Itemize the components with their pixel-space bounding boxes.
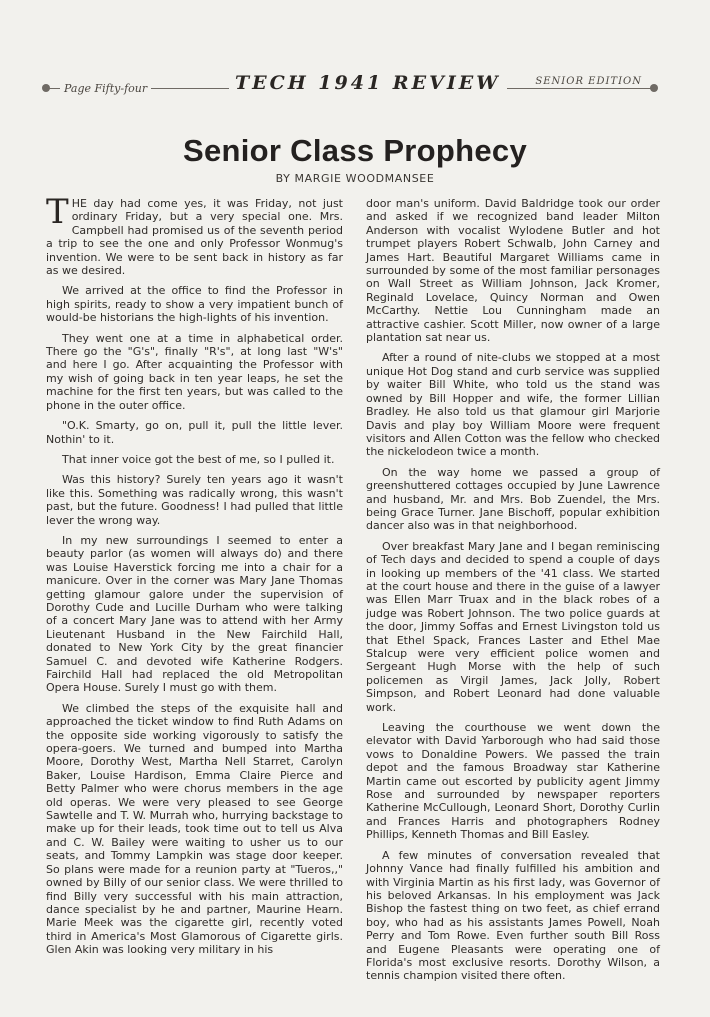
- paragraph: We climbed the steps of the exquisite hall and approached the ticket window to find Ruth Adams on the opposite side working vigorously to satisfy the opera-goers. We turned and bumped into Martha Moore, Dorothy West, Martha Nell Starret, Carolyn Baker, Louise Hardison, Emma Claire Pierce and Betty Palmer who were chorus members in the age old operas. We were very pleased to see George Sawtelle and T. W. Murrah who, hurrying backstage to make up for their leads, took time out to tell us Alva and C. W. Bailey were waiting to usher us to our seats, and Tommy Lampkin was stage door keeper. So plans were made for a reunion party at "Tueros,," owned by Billy of our senior class. We were thrilled to find Billy very successful with his main attraction, dance specialist by he and partner, Maurine Hearn. Marie Meek was the cigarette girl, recently voted third in America's Most Glamorous of Cigarette girls. Glen Akin was looking very military in his: [46, 701, 343, 957]
- paragraph: We arrived at the office to find the Professor in high spirits, ready to show a very impatient bunch of would-be historians the high-lights of his invention.: [46, 284, 343, 325]
- drop-cap: T: [46, 192, 69, 232]
- paragraph: On the way home we passed a group of greenshuttered cottages occupied by June Lawrence and husband, Mr. and Mrs. Bob Zuendel, the Mrs. being Grace Turner. Jane Bischoff, popular exhibition dancer also was in that neighborhood.: [366, 465, 660, 533]
- header-rule-end-dot: [42, 84, 50, 92]
- article-byline: BY MARGIE WOODMANSEE: [275, 172, 435, 185]
- paragraph: A few minutes of conversation revealed that Johnny Vance had finally fulfilled his ambition and with Virginia Martin as his first lady, was Governor of his beloved Arkansas. In his employment was Jack Bishop the fastest thing on two feet, as chief errand boy, who had as his assistants James Powell, Noah Perry and Tom Rowe. Even further south Bill Ross and Eugene Pleasants were operating one of Florida's most exclusive resorts. Dorothy Wilson, a tennis champion visited there often.: [366, 848, 660, 983]
- header-rule-end-dot: [650, 84, 658, 92]
- publication-title: TECH 1941 REVIEW: [229, 72, 507, 94]
- paragraph: That inner voice got the best of me, so I pulled it.: [62, 452, 335, 466]
- paragraph: Was this history? Surely ten years ago it wasn't like this. Something was radically wrong, this wasn't past, but the future. Goodness! I had pulled that little lever the wrong way.: [46, 473, 343, 527]
- right-column: [366, 197, 660, 990]
- paragraph: door man's uniform. David Baldridge took our order and asked if we recognized band leader Milton Anderson with vocalist Wylodene Butler and hot trumpet players Robert Schwalb, John Carney and James Hart. Beautiful Margaret Williams came in surrounded by some of the most familiar personages on Wall Street as William Johnson, Jack Kromer, Reginald Lovelace, Quincy Norman and Owen McCarthy. Nettie Lou Cunningham made an attractive cashier. Scott Miller, now owner of a large plantation sat near us.: [366, 197, 660, 345]
- paragraph: Leaving the courthouse we went down the elevator with David Yarborough who had said those vows to Donaldine Powers. We passed the train depot and the famous Broadway star Katherine Martin came out escorted by publicity agent Jimmy Rose and surrounded by newspaper reporters Katherine McCullough, Leonard Short, Dorothy Curlin and Frances Harris and photographers Rodney Phillips, Kenneth Thomas and Bill Easley.: [366, 721, 660, 842]
- paragraph: After a round of nite-clubs we stopped at a most unique Hot Dog stand and curb service was supplied by waiter Bill White, who told us the stand was owned by Bill Hopper and wife, the former Lillian Bradley. He also told us that glamour girl Marjorie Davis and play boy William Moore were frequent visitors and Allen Cotton was the fellow who checked the nickelodeon twice a month.: [366, 351, 660, 459]
- left-column: [46, 192, 343, 964]
- paragraph: They went one at a time in alphabetical order. There go the "G's", finally "R's", at long last "W's" and here I go. After acquainting the Professor with my wish of going back in ten year leaps, he set the machine for the first ten years, but was called to the phone in the outer office.: [46, 331, 343, 412]
- paragraph: In my new surroundings I seemed to enter a beauty parlor (as women will always do) and there was Louise Haverstick forcing me into a chair for a manicure. Over in the corner was Mary Jane Thomas getting glamour galore under the supervision of Dorothy Cude and Lucille Durham who were talking of a concert Mary Jane was to attend with her Army Lieutenant Husband in the New Fairchild Hall, donated to New York City by the great financier Samuel C. and devoted wife Katherine Rodgers. Fairchild Hall had replaced the old Metropolitan Opera House. Surely I must go with them.: [46, 533, 343, 695]
- edition-label: SENIOR EDITION: [531, 76, 646, 87]
- running-header: [44, 70, 656, 96]
- paragraph: Over breakfast Mary Jane and I began reminiscing of Tech days and decided to spend a couple of days in looking up members of the '41 class. We started at the court house and there in the guise of a lawyer was Ellen Marr Truax and in the black robes of a judge was Robert Johnson. The two police guards at the door, Jimmy Soffas and Ernest Livingston told us that Ethel Spack, Frances Laster and Ethel Mae Stalcup were very efficient police women and Sergeant Hugh Morse with the help of such policemen as Virgil James, Jack Jolly, Robert Simpson, and Robert Leonard had done valuable work.: [366, 539, 660, 714]
- article-title: Senior Class Prophecy: [183, 133, 527, 168]
- paragraph: THE day had come yes, it was Friday, not just ordinary Friday, but a very special one. Mrs. Campbell had promised us of the seventh period a trip to see the one and only Professor Wonmug's invention. We were to be sent back in history as far as we desired.: [46, 192, 343, 278]
- page-number: Page Fifty-four: [60, 82, 151, 95]
- paragraph: "O.K. Smarty, go on, pull it, pull the little lever. Nothin' to it.: [46, 419, 343, 446]
